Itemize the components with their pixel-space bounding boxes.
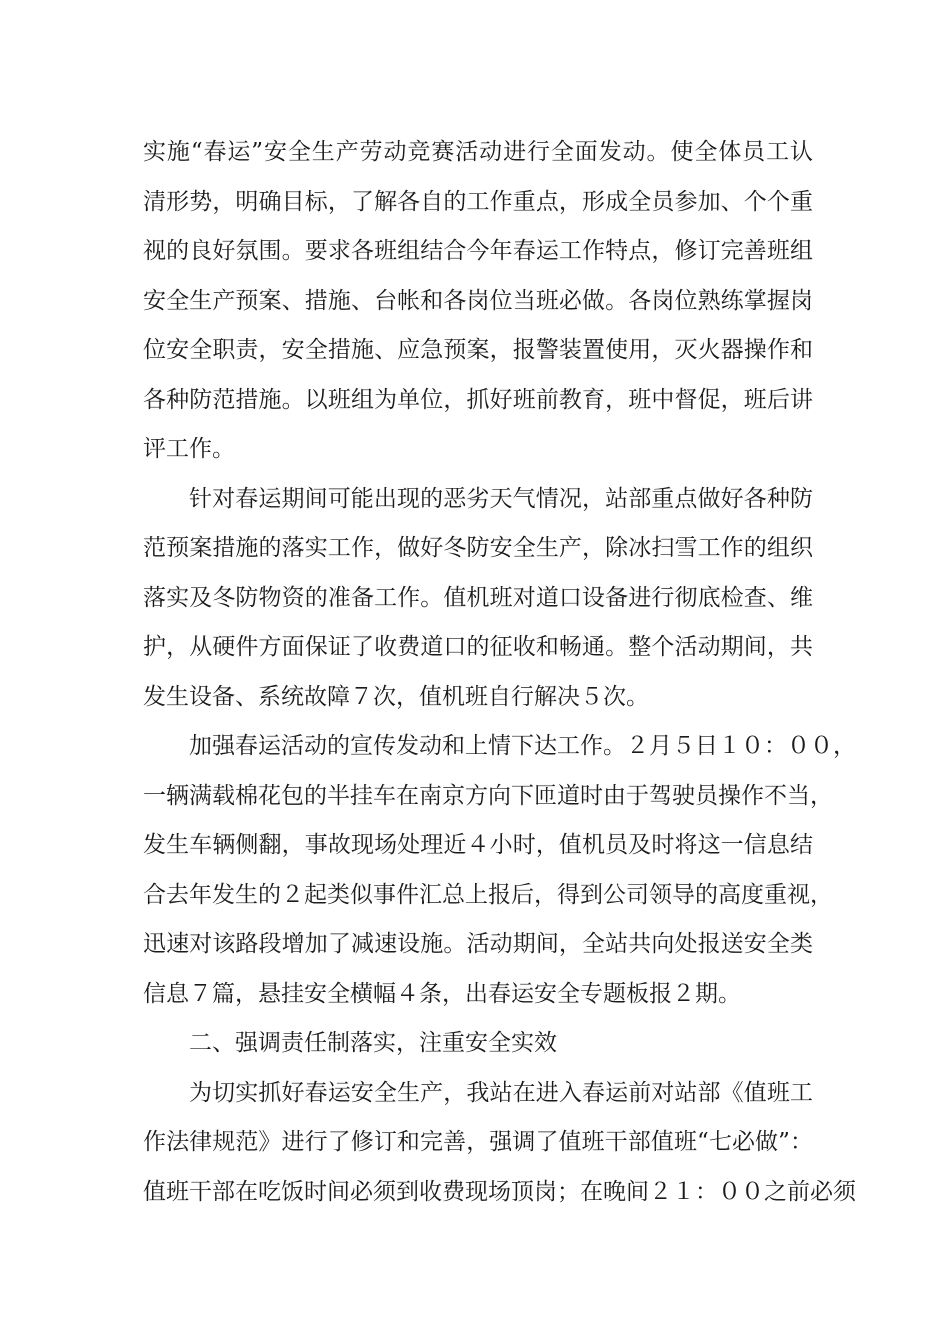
document-body <box>143 128 856 1217</box>
paragraph <box>143 1069 856 1218</box>
text-line: 值班干部在吃饭时间必须到收费现场顶岗；在晚间２１：００之前必须 <box>143 1178 856 1205</box>
text-line: 评工作。 <box>143 436 235 462</box>
paragraph <box>143 128 813 475</box>
text-line: 加强春运活动的宣传发动和上情下达工作。２月５日１０：００， <box>189 733 856 759</box>
text-line: 实施“春运”安全生产劳动竞赛活动进行全面发动。使全体员工认 <box>143 139 813 165</box>
text-line: 二、强调责任制落实，注重安全实效 <box>189 1030 557 1056</box>
text-line: 合去年发生的２起类似事件汇总上报后，得到公司领导的高度重视， <box>143 881 833 908</box>
text-line: 范预案措施的落实工作，做好冬防安全生产，除冰扫雪工作的组织 <box>143 535 813 561</box>
text-line: 为切实抓好春运安全生产，我站在进入春运前对站部《值班工 <box>189 1079 813 1106</box>
text-line: 位安全职责，安全措施、应急预案，报警装置使用，灭火器操作和 <box>143 337 813 363</box>
text-line: 落实及冬防物资的准备工作。值机班对道口设备进行彻底检查、维 <box>143 584 813 611</box>
text-line: 发生设备、系统故障７次，值机班自行解决５次。 <box>143 683 649 710</box>
paragraph <box>143 722 856 1019</box>
text-line: 发生车辆侧翻，事故现场处理近４小时，值机员及时将这一信息结 <box>143 832 813 858</box>
paragraph <box>143 1019 813 1069</box>
text-line: 视的良好氛围。要求各班组结合今年春运工作特点，修订完善班组 <box>143 238 813 264</box>
text-line: 迅速对该路段增加了减速设施。活动期间，全站共向处报送安全类 <box>143 931 813 957</box>
text-line: 各种防范措施。以班组为单位，抓好班前教育，班中督促，班后讲 <box>143 386 813 413</box>
text-line: 针对春运期间可能出现的恶劣天气情况，站部重点做好各种防 <box>189 485 813 512</box>
paragraph <box>143 475 813 723</box>
text-line: 清形势，明确目标，了解各自的工作重点，形成全员参加、个个重 <box>143 188 813 215</box>
text-line: 一辆满载棉花包的半挂车在南京方向下匝道时由于驾驶员操作不当， <box>143 782 833 809</box>
text-line: 安全生产预案、措施、台帐和各岗位当班必做。各岗位熟练掌握岗 <box>143 287 813 314</box>
text-line: 护，从硬件方面保证了收费道口的征收和畅通。整个活动期间，共 <box>143 634 813 660</box>
text-line: 作法律规范》进行了修订和完善，强调了值班干部值班“七必做”： <box>143 1129 813 1155</box>
text-line: 信息７篇，悬挂安全横幅４条，出春运安全专题板报２期。 <box>143 980 741 1007</box>
